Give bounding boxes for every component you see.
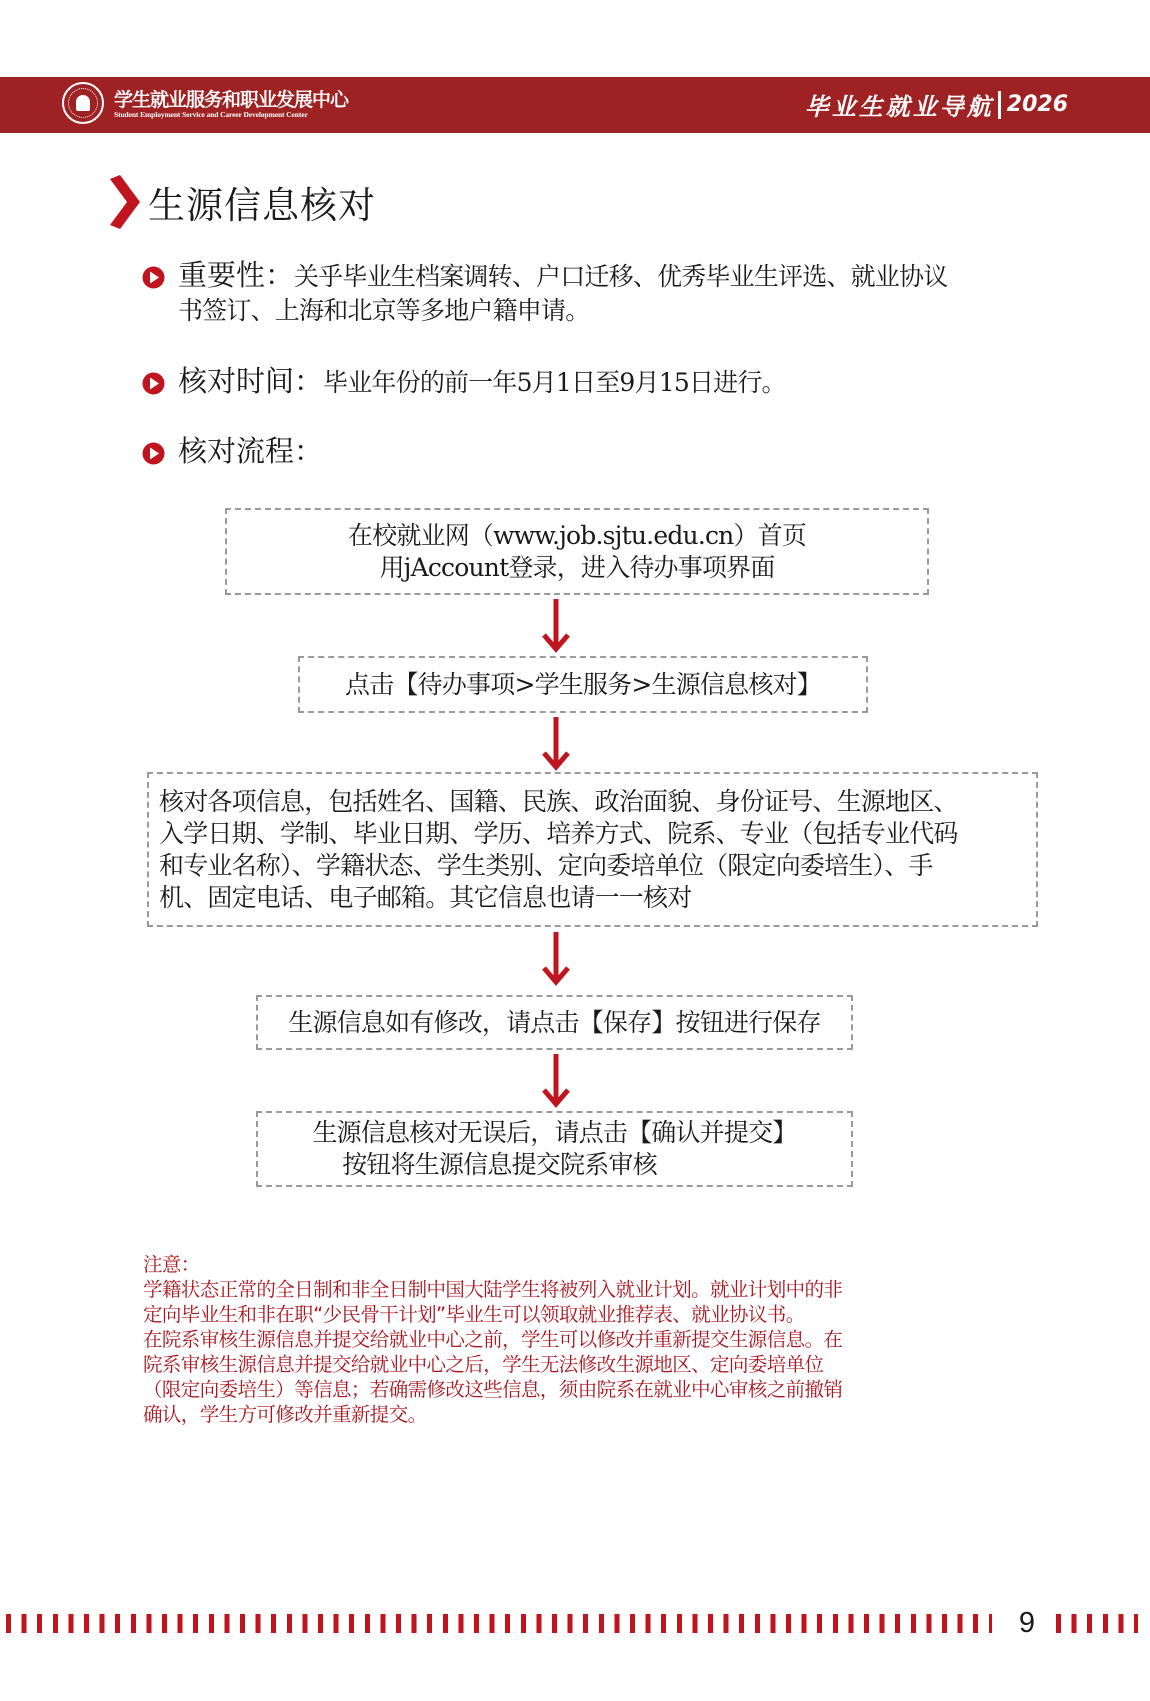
flow-step-text: 按钮将生源信息提交院系审核 bbox=[342, 1150, 657, 1179]
publication-year: 2026 bbox=[1006, 92, 1068, 117]
header-bar bbox=[0, 77, 1150, 133]
flow-step-text: 在校就业网（www.job.sjtu.edu.cn）首页 bbox=[347, 520, 807, 550]
arrow-down-icon bbox=[541, 1054, 571, 1108]
flow-step-text: 生源信息核对无误后，请点击【确认并提交】 bbox=[312, 1118, 797, 1147]
notes-title: 注意： bbox=[143, 1253, 200, 1276]
bullet-check-time bbox=[142, 364, 786, 400]
bullet-text: 关乎毕业生档案调转、户口迁移、优秀毕业生评选、就业协议 bbox=[294, 262, 948, 291]
page-number: 9 bbox=[1018, 1607, 1036, 1639]
notes-line: 在院系审核生源信息并提交给就业中心之前，学生可以修改并重新提交生源信息。在 bbox=[143, 1328, 843, 1351]
play-circle-icon bbox=[142, 372, 165, 395]
flow-step-save bbox=[256, 995, 853, 1050]
flow-step-submit bbox=[256, 1111, 853, 1187]
flow-step-text: 机、固定电话、电子邮箱。其它信息也请一一核对 bbox=[159, 882, 692, 912]
bullet-label: 重要性： bbox=[178, 258, 295, 292]
play-circle-icon bbox=[142, 266, 165, 289]
flow-step-text: 生源信息如有修改，请点击【保存】按钮进行保存 bbox=[288, 1007, 821, 1037]
flow-step-text: 用jAccount登录，进入待办事项界面 bbox=[379, 552, 775, 582]
section-heading bbox=[108, 175, 376, 229]
page-title: 生源信息核对 bbox=[148, 184, 376, 227]
arrow-down-icon bbox=[541, 599, 571, 653]
divider bbox=[998, 91, 1001, 119]
bullet-label: 核对流程： bbox=[178, 434, 324, 468]
footer-stripes-left bbox=[6, 1614, 992, 1633]
bullet-text: 书签订、上海和北京等多地户籍申请。 bbox=[178, 296, 590, 325]
bullet-check-process bbox=[142, 434, 323, 470]
chevron-right-icon bbox=[108, 175, 142, 229]
publication-name: 毕业生就业导航 bbox=[804, 93, 994, 121]
flow-step-text: 点击【待办事项>学生服务>生源信息核对】 bbox=[345, 669, 821, 699]
university-logo-icon bbox=[62, 82, 104, 124]
publication-title bbox=[805, 87, 1068, 122]
arrow-down-icon bbox=[541, 932, 571, 986]
flow-step-verify-fields bbox=[147, 772, 1038, 927]
flow-step-login bbox=[225, 508, 929, 595]
org-name-en: Student Employment Service and Career Development Center bbox=[114, 110, 308, 119]
flow-step-text: 和专业名称）、学籍状态、学生类别、定向委培单位（限定向委培生）、手 bbox=[159, 850, 933, 880]
play-circle-icon bbox=[142, 442, 165, 465]
flow-step-text: 核对各项信息，包括姓名、国籍、民族、政治面貌、身份证号、生源地区、 bbox=[159, 786, 958, 816]
bullet-importance bbox=[142, 258, 1022, 328]
notes-line: 学籍状态正常的全日制和非全日制中国大陆学生将被列入就业计划。就业计划中的非 bbox=[143, 1278, 843, 1301]
flow-step-text: 入学日期、学制、毕业日期、学历、培养方式、院系、专业（包括专业代码 bbox=[159, 818, 958, 848]
notes-line: 定向毕业生和非在职“少民骨干计划”毕业生可以领取就业推荐表、就业协议书。 bbox=[143, 1303, 805, 1326]
org-name-cn: 学生就业服务和职业发展中心 bbox=[114, 89, 349, 111]
footer-stripes-right bbox=[1056, 1614, 1138, 1633]
bullet-text: 毕业年份的前一年5月1日至9月15日进行。 bbox=[323, 368, 786, 397]
notes-block bbox=[143, 1252, 993, 1427]
notes-line: 确认，学生方可修改并重新提交。 bbox=[143, 1403, 427, 1426]
notes-line: （限定向委培生）等信息；若确需修改这些信息，须由院系在就业中心审核之前撤销 bbox=[143, 1378, 843, 1401]
flow-step-navigate bbox=[298, 656, 868, 713]
notes-line: 院系审核生源信息并提交给就业中心之后，学生无法修改生源地区、定向委培单位 bbox=[143, 1353, 824, 1376]
bullet-label: 核对时间： bbox=[178, 364, 324, 398]
arrow-down-icon bbox=[541, 717, 571, 771]
